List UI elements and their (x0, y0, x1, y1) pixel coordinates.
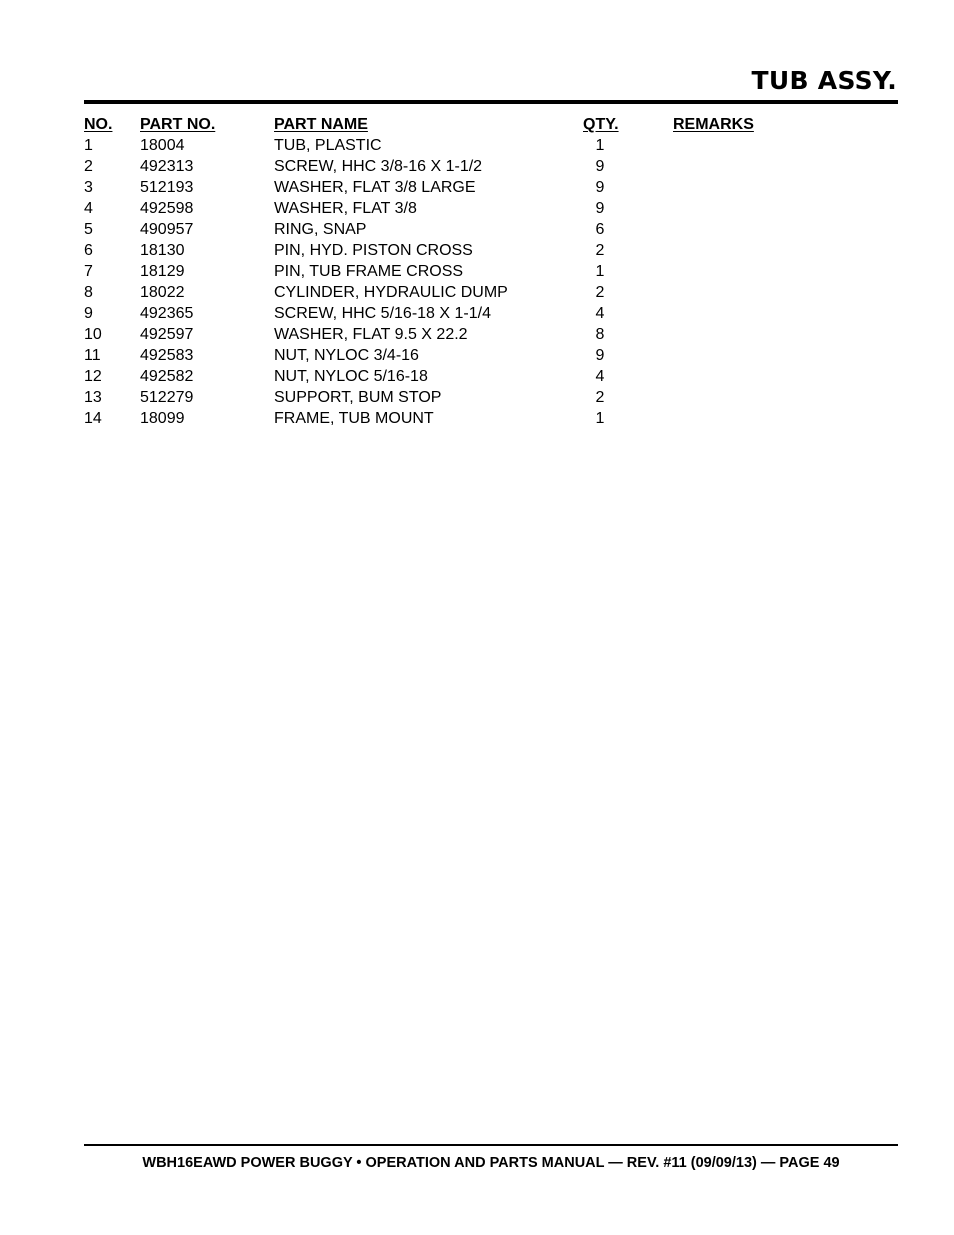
cell-no: 4 (84, 200, 93, 217)
header-qty: QTY. (583, 116, 619, 133)
table-row (84, 387, 804, 408)
table-row (84, 240, 804, 261)
cell-qty: 8 (595, 326, 605, 343)
cell-part-name: SUPPORT, BUM STOP (274, 389, 442, 406)
table-row (84, 177, 804, 198)
cell-qty: 9 (595, 347, 605, 364)
cell-part-no: 18129 (140, 263, 185, 280)
cell-qty: 2 (595, 242, 605, 259)
cell-no: 14 (84, 410, 102, 427)
page-footer: WBH16EAWD POWER BUGGY • OPERATION AND PARTS MANUAL — REV. #11 (09/09/13) — PAGE 49 (142, 1155, 840, 1171)
header-no: NO. (84, 116, 113, 133)
cell-qty: 2 (595, 389, 605, 406)
cell-part-name: PIN, TUB FRAME CROSS (274, 263, 464, 280)
cell-qty: 9 (595, 200, 605, 217)
cell-no: 12 (84, 368, 102, 385)
cell-qty: 1 (595, 137, 605, 154)
cell-part-name: SCREW, HHC 3/8-16 X 1-1/2 (274, 158, 483, 175)
cell-qty: 1 (595, 410, 605, 427)
header-rule (84, 100, 898, 104)
parts-table (84, 114, 804, 429)
cell-part-no: 18022 (140, 284, 185, 301)
table-row (84, 408, 804, 429)
table-header-row (84, 114, 804, 135)
cell-part-no: 512193 (140, 179, 194, 196)
cell-no: 13 (84, 389, 102, 406)
cell-no: 3 (84, 179, 93, 196)
cell-part-no: 492583 (140, 347, 194, 364)
cell-part-name: RING, SNAP (274, 221, 367, 238)
cell-qty: 2 (595, 284, 605, 301)
cell-no: 7 (84, 263, 93, 280)
cell-part-no: 18004 (140, 137, 185, 154)
cell-part-name: SCREW, HHC 5/16-18 X 1-1/4 (274, 305, 491, 322)
cell-part-no: 492365 (140, 305, 194, 322)
table-row (84, 303, 804, 324)
footer-rule (84, 1144, 898, 1146)
cell-no: 5 (84, 221, 93, 238)
table-row (84, 198, 804, 219)
cell-part-name: WASHER, FLAT 9.5 X 22.2 (274, 326, 468, 343)
table-row (84, 219, 804, 240)
cell-part-name: NUT, NYLOC 5/16-18 (274, 368, 428, 385)
cell-part-no: 492313 (140, 158, 194, 175)
cell-no: 6 (84, 242, 93, 259)
cell-part-no: 492597 (140, 326, 194, 343)
table-row (84, 345, 804, 366)
table-body (84, 135, 804, 429)
table-row (84, 282, 804, 303)
table-row (84, 156, 804, 177)
cell-no: 2 (84, 158, 93, 175)
cell-part-name: NUT, NYLOC 3/4-16 (274, 347, 419, 364)
cell-no: 9 (84, 305, 93, 322)
cell-no: 1 (84, 137, 93, 154)
table-row (84, 261, 804, 282)
page-title: TUB ASSY. (751, 66, 897, 95)
header-part-no: PART NO. (140, 116, 216, 133)
cell-part-name: CYLINDER, HYDRAULIC DUMP (274, 284, 508, 301)
cell-part-name: TUB, PLASTIC (274, 137, 382, 154)
cell-part-no: 492598 (140, 200, 194, 217)
header-part-name: PART NAME (274, 116, 368, 133)
table-row (84, 366, 804, 387)
cell-qty: 1 (595, 263, 605, 280)
cell-part-name: WASHER, FLAT 3/8 LARGE (274, 179, 476, 196)
cell-qty: 4 (595, 305, 605, 322)
cell-part-no: 490957 (140, 221, 194, 238)
table-row (84, 135, 804, 156)
cell-qty: 9 (595, 158, 605, 175)
cell-part-no: 18099 (140, 410, 185, 427)
header-remarks: REMARKS (673, 116, 754, 133)
table-row (84, 324, 804, 345)
cell-part-name: FRAME, TUB MOUNT (274, 410, 434, 427)
cell-part-no: 492582 (140, 368, 194, 385)
cell-qty: 4 (595, 368, 605, 385)
cell-part-name: PIN, HYD. PISTON CROSS (274, 242, 473, 259)
cell-no: 8 (84, 284, 93, 301)
cell-qty: 9 (595, 179, 605, 196)
cell-part-name: WASHER, FLAT 3/8 (274, 200, 417, 217)
cell-part-no: 18130 (140, 242, 185, 259)
cell-no: 10 (84, 326, 102, 343)
cell-part-no: 512279 (140, 389, 194, 406)
cell-qty: 6 (595, 221, 605, 238)
cell-no: 11 (84, 347, 101, 364)
